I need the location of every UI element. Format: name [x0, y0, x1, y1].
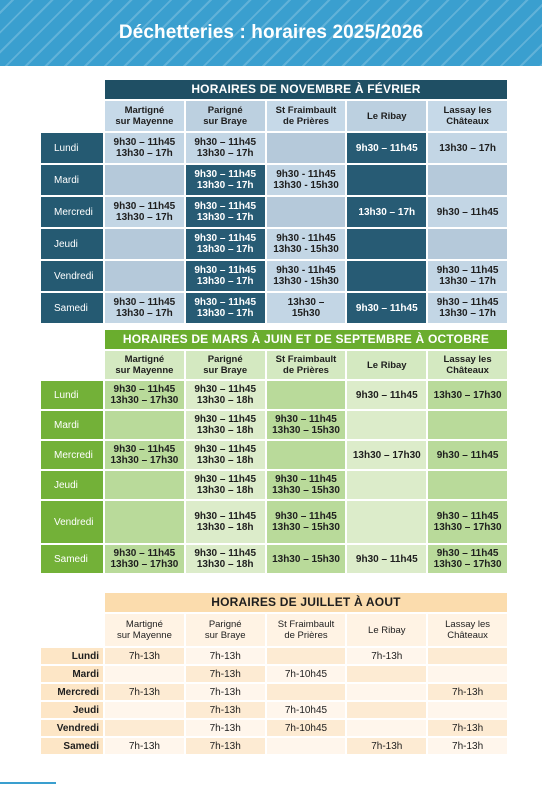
column-header-lassay: Lassay les Châteaux [428, 351, 507, 379]
column-header-le-ribay: Le Ribay [347, 351, 426, 379]
day-label: Jeudi [41, 702, 103, 718]
column-header-le-ribay: Le Ribay [347, 614, 426, 646]
schedule-cell: 9h30 – 11h45 [347, 381, 426, 409]
schedule-cell: 9h30 – 11h45 [428, 197, 507, 227]
schedule-cell: 7h-13h [105, 738, 184, 754]
schedule-cell: 7h-13h [428, 684, 507, 700]
schedule-cell: 7h-13h [186, 702, 265, 718]
schedule-cell: 9h30 – 11h45 [347, 293, 426, 323]
title-banner [0, 0, 542, 66]
table-title: HORAIRES DE MARS À JUIN ET DE SEPTEMBRE À OCTOBRE [105, 330, 507, 349]
schedule-cell: 9h30 – 11h45 13h30 – 18h [186, 545, 265, 573]
table-row [41, 720, 507, 736]
day-label: Lundi [41, 648, 103, 664]
schedule-cell [105, 471, 184, 499]
table-row [41, 501, 507, 543]
corner-cell [41, 614, 103, 646]
schedule-cell: 13h30 – 17h30 [428, 381, 507, 409]
schedule-cell [347, 684, 426, 700]
table-row [41, 229, 507, 259]
column-header-martigne: Martigné sur Mayenne [105, 614, 184, 646]
corner-cell [41, 330, 103, 349]
schedule-cell [428, 702, 507, 718]
schedule-cell [105, 261, 184, 291]
schedule-cell: 7h-13h [186, 738, 265, 754]
schedule-cell: 7h-13h [186, 648, 265, 664]
schedule-cell [105, 666, 184, 682]
summer-schedule-table [39, 591, 509, 756]
schedule-cell: 9h30 – 11h45 13h30 – 17h30 [428, 545, 507, 573]
schedule-cell: 9h30 – 11h45 13h30 – 17h [186, 165, 265, 195]
day-label: Vendredi [41, 501, 103, 543]
schedule-cell: 9h30 – 11h45 13h30 – 17h [186, 229, 265, 259]
day-label: Mercredi [41, 197, 103, 227]
day-label: Mardi [41, 666, 103, 682]
table-row [41, 381, 507, 409]
schedule-cell: 7h-13h [186, 720, 265, 736]
schedule-cell: 7h-13h [186, 666, 265, 682]
day-label: Mardi [41, 165, 103, 195]
schedule-cell [267, 197, 346, 227]
schedule-cell: 9h30 – 11h45 13h30 – 17h [105, 293, 184, 323]
schedule-cell [267, 684, 346, 700]
column-header-st-fraimbault: St Fraimbault de Prières [267, 351, 346, 379]
schedule-cell: 9h30 – 11h45 13h30 – 17h30 [428, 501, 507, 543]
day-label: Jeudi [41, 471, 103, 499]
column-header-martigne: Martigné sur Mayenne [105, 351, 184, 379]
day-label: Mercredi [41, 684, 103, 700]
day-label: Jeudi [41, 229, 103, 259]
schedule-cell: 7h-10h45 [267, 702, 346, 718]
day-label: Lundi [41, 381, 103, 409]
schedule-cell: 7h-10h45 [267, 720, 346, 736]
schedule-cell: 13h30 – 17h [347, 197, 426, 227]
schedule-cell [347, 165, 426, 195]
table-title: HORAIRES DE JUILLET À AOUT [105, 593, 507, 612]
schedule-cell: 9h30 – 11h45 13h30 – 17h30 [105, 441, 184, 469]
column-header-st-fraimbault: St Fraimbault de Prières [267, 101, 346, 131]
schedule-cell: 9h30 – 11h45 13h30 – 18h [186, 381, 265, 409]
column-header-parigne: Parigné sur Braye [186, 614, 265, 646]
column-header-lassay: Lassay les Châteaux [428, 101, 507, 131]
column-header-parigne: Parigné sur Braye [186, 351, 265, 379]
corner-cell [41, 101, 103, 131]
schedule-cell: 9h30 – 11h45 13h30 – 17h [105, 133, 184, 163]
table-row [41, 684, 507, 700]
spring-autumn-schedule-table [39, 328, 509, 575]
schedule-cell [428, 648, 507, 664]
schedule-cell: 9h30 – 11h45 13h30 – 17h [105, 197, 184, 227]
schedule-cell: 7h-13h [186, 684, 265, 700]
schedule-cell [347, 720, 426, 736]
schedule-cell: 9h30 – 11h45 13h30 – 17h [186, 261, 265, 291]
table-row [41, 133, 507, 163]
schedule-cell [428, 471, 507, 499]
schedule-cell: 9h30 – 11h45 [347, 133, 426, 163]
schedule-cell: 9h30 – 11h45 13h30 – 17h [428, 261, 507, 291]
schedule-cell [347, 702, 426, 718]
table-row [41, 411, 507, 439]
column-header-le-ribay: Le Ribay [347, 101, 426, 131]
schedule-cell [347, 501, 426, 543]
schedule-cell: 9h30 – 11h45 13h30 – 17h30 [105, 381, 184, 409]
schedule-cell: 9h30 - 11h45 13h30 - 15h30 [267, 229, 346, 259]
schedule-cell: 13h30 – 15h30 [267, 545, 346, 573]
schedule-cell [105, 229, 184, 259]
schedule-cell: 9h30 – 11h45 13h30 – 17h [186, 293, 265, 323]
schedule-cell: 9h30 – 11h45 13h30 – 18h [186, 411, 265, 439]
table-row [41, 545, 507, 573]
table-row [41, 702, 507, 718]
schedule-cell [428, 229, 507, 259]
schedule-cell: 9h30 – 11h45 13h30 – 15h30 [267, 501, 346, 543]
day-label: Lundi [41, 133, 103, 163]
schedule-cell: 7h-13h [428, 720, 507, 736]
schedule-cell: 9h30 – 11h45 13h30 – 17h [186, 133, 265, 163]
table-row [41, 648, 507, 664]
schedule-cell [267, 738, 346, 754]
day-label: Samedi [41, 738, 103, 754]
schedule-cell: 9h30 – 11h45 13h30 – 15h30 [267, 411, 346, 439]
schedule-cell [428, 411, 507, 439]
corner-cell [41, 80, 103, 99]
schedule-cell [428, 666, 507, 682]
schedule-cell [267, 441, 346, 469]
footer-accent-line [0, 782, 56, 784]
schedule-cell [428, 165, 507, 195]
schedule-cell: 7h-13h [428, 738, 507, 754]
page-title: Déchetteries : horaires 2025/2026 [118, 22, 424, 43]
schedule-cell [105, 165, 184, 195]
schedule-cell: 7h-13h [105, 684, 184, 700]
schedule-cell: 9h30 - 11h45 13h30 - 15h30 [267, 165, 346, 195]
schedule-cell [347, 229, 426, 259]
column-header-st-fraimbault: St Fraimbault de Prières [267, 614, 346, 646]
table-row [41, 165, 507, 195]
schedule-cell: 9h30 – 11h45 13h30 – 18h [186, 471, 265, 499]
day-label: Vendredi [41, 720, 103, 736]
column-header-lassay: Lassay les Châteaux [428, 614, 507, 646]
table-row [41, 261, 507, 291]
schedule-cell [105, 702, 184, 718]
schedule-cell: 9h30 – 11h45 13h30 – 17h [186, 197, 265, 227]
schedule-cell: 9h30 – 11h45 [347, 545, 426, 573]
schedule-cell [347, 666, 426, 682]
schedule-cell: 7h-13h [347, 738, 426, 754]
schedule-cell: 9h30 – 11h45 13h30 – 18h [186, 501, 265, 543]
schedule-cell [105, 720, 184, 736]
table-row [41, 738, 507, 754]
table-row [41, 666, 507, 682]
schedule-cell: 9h30 – 11h45 13h30 – 18h [186, 441, 265, 469]
table-row [41, 293, 507, 323]
day-label: Vendredi [41, 261, 103, 291]
schedule-cell: 9h30 – 11h45 13h30 – 17h30 [105, 545, 184, 573]
schedule-cell: 9h30 – 11h45 13h30 – 15h30 [267, 471, 346, 499]
schedule-cell [347, 411, 426, 439]
schedule-cell: 9h30 - 11h45 13h30 - 15h30 [267, 261, 346, 291]
column-header-parigne: Parigné sur Braye [186, 101, 265, 131]
schedule-cell [267, 133, 346, 163]
table-title: HORAIRES DE NOVEMBRE À FÉVRIER [105, 80, 507, 99]
schedule-cell: 13h30 – 17h [428, 133, 507, 163]
corner-cell [41, 351, 103, 379]
schedule-cell [347, 471, 426, 499]
schedule-cell [267, 648, 346, 664]
day-label: Mercredi [41, 441, 103, 469]
schedule-cell: 7h-13h [105, 648, 184, 664]
day-label: Samedi [41, 545, 103, 573]
day-label: Samedi [41, 293, 103, 323]
day-label: Mardi [41, 411, 103, 439]
schedule-cell [267, 381, 346, 409]
column-header-martigne: Martigné sur Mayenne [105, 101, 184, 131]
schedule-cell [105, 411, 184, 439]
schedule-cell: 7h-10h45 [267, 666, 346, 682]
schedule-cell: 9h30 – 11h45 13h30 – 17h [428, 293, 507, 323]
winter-schedule-table [39, 78, 509, 325]
schedule-cell: 7h-13h [347, 648, 426, 664]
schedule-cell [105, 501, 184, 543]
schedule-cell [347, 261, 426, 291]
table-row [41, 197, 507, 227]
schedule-cell: 13h30 – 17h30 [347, 441, 426, 469]
table-row [41, 441, 507, 469]
table-row [41, 471, 507, 499]
schedule-cell: 13h30 – 15h30 [267, 293, 346, 323]
corner-cell [41, 593, 103, 612]
schedule-cell: 9h30 – 11h45 [428, 441, 507, 469]
